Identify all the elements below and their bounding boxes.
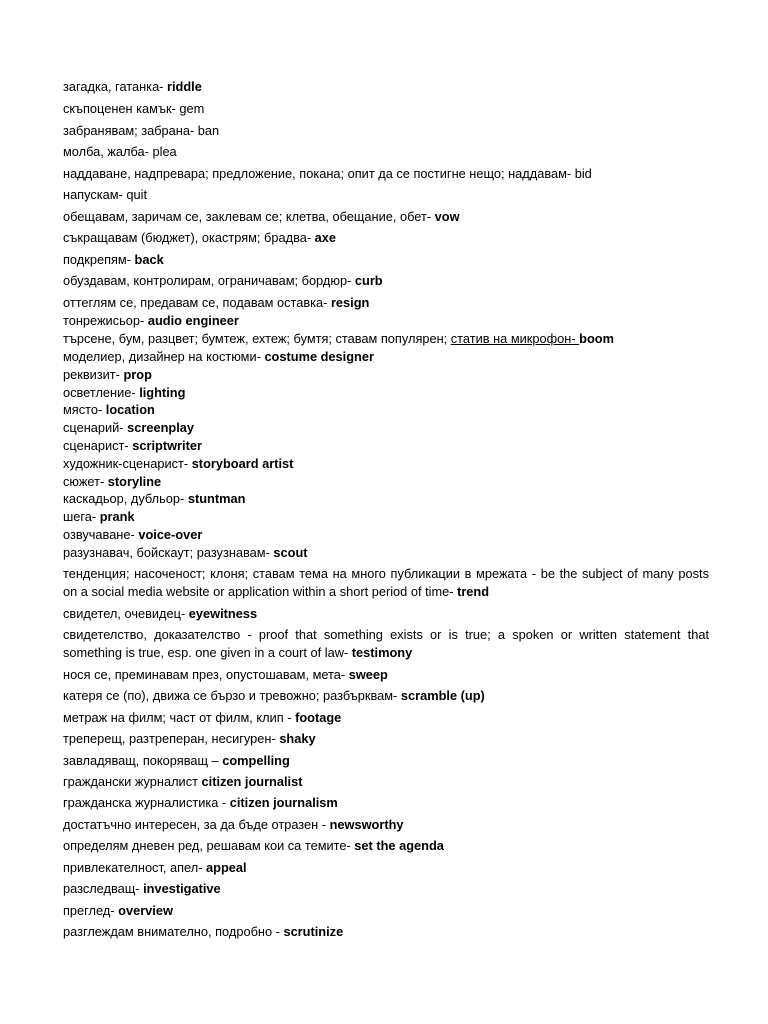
entry: скъпоценен камък- gem [63, 101, 205, 116]
entry: напускам- quit [63, 187, 148, 202]
entry: наддаване, надпревара; предложение, покана; опит да се постигне нещо; наддавам- bid [63, 166, 592, 181]
entry: реквизит- prop [63, 367, 152, 382]
entry: сценарий- screenplay [63, 420, 194, 435]
entry: свидетел, очевидец- eyewitness [63, 606, 258, 621]
entry: съкращавам (бюджет), окастрям; брадва- axe [63, 230, 337, 245]
entry-multiline: тенденция; насоченост; клоня; ставам тема на много публикации в мрежата - be the subject of many posts on a social media website or application within a short period of time- trend [63, 566, 709, 599]
entry: каскадьор, дубльор- stuntman [63, 491, 246, 506]
entry: сюжет- storyline [63, 474, 162, 489]
entry: шега- prank [63, 509, 135, 524]
entry: метраж на филм; част от филм, клип - footage [63, 710, 342, 725]
entry: място- location [63, 402, 155, 417]
entry: сценарист- scriptwriter [63, 438, 202, 453]
entry-multiline: свидетелство, доказателство - proof that something exists or is true; a spoken or written statement that something is true, esp. one given in a court of law- testimony [63, 627, 709, 660]
entry: оттеглям се, предавам се, подавам оставка- resign [63, 295, 370, 310]
entry: завладяващ, покоряващ – compelling [63, 753, 290, 768]
entry: обещавам, заричам се, заклевам се; клетва, обещание, обет- vow [63, 209, 460, 224]
entry: молба, жалба- plea [63, 144, 177, 159]
entry: разглеждам внимателно, подробно - scrutinize [63, 924, 344, 939]
entry: катеря се (по), движа се бързо и тревожно; разбърквам- scramble (up) [63, 688, 485, 703]
entry: определям дневен ред, решавам кои са темите- set the agenda [63, 838, 444, 853]
entry: привлекателност, апел- appeal [63, 860, 247, 875]
entry: тонрежисьор- audio engineer [63, 313, 239, 328]
entry: гражданска журналистика - citizen journalism [63, 795, 338, 810]
entry: моделиер, дизайнер на костюми- costume designer [63, 349, 374, 364]
entry: обуздавам, контролирам, ограничавам; бордюр- curb [63, 273, 383, 288]
entry: разузнавач, бойскаут; разузнавам- scout [63, 545, 308, 560]
entry: озвучаване- voice-over [63, 527, 203, 542]
entry: търсене, бум, разцвет; бумтеж, ехтеж; бумтя; ставам популярен; статив на микрофон- boom [63, 331, 614, 346]
entry: треперещ, разтреперан, несигурен- shaky [63, 731, 316, 746]
entry: загадка, гатанка- riddle [63, 79, 202, 94]
entry: преглед- overview [63, 903, 173, 918]
entry: нося се, преминавам през, опустошавам, мета- sweep [63, 667, 388, 682]
entry: художник-сценарист- storyboard artist [63, 456, 294, 471]
entry: подкрепям- back [63, 252, 164, 267]
entry: забранявам; забрана- ban [63, 123, 220, 138]
entry: осветление- lighting [63, 385, 186, 400]
entry: достатъчно интересен, за да бъде отразен - newsworthy [63, 817, 404, 832]
entry: граждански журналист citizen journalist [63, 774, 303, 789]
entry: разследващ- investigative [63, 881, 221, 896]
